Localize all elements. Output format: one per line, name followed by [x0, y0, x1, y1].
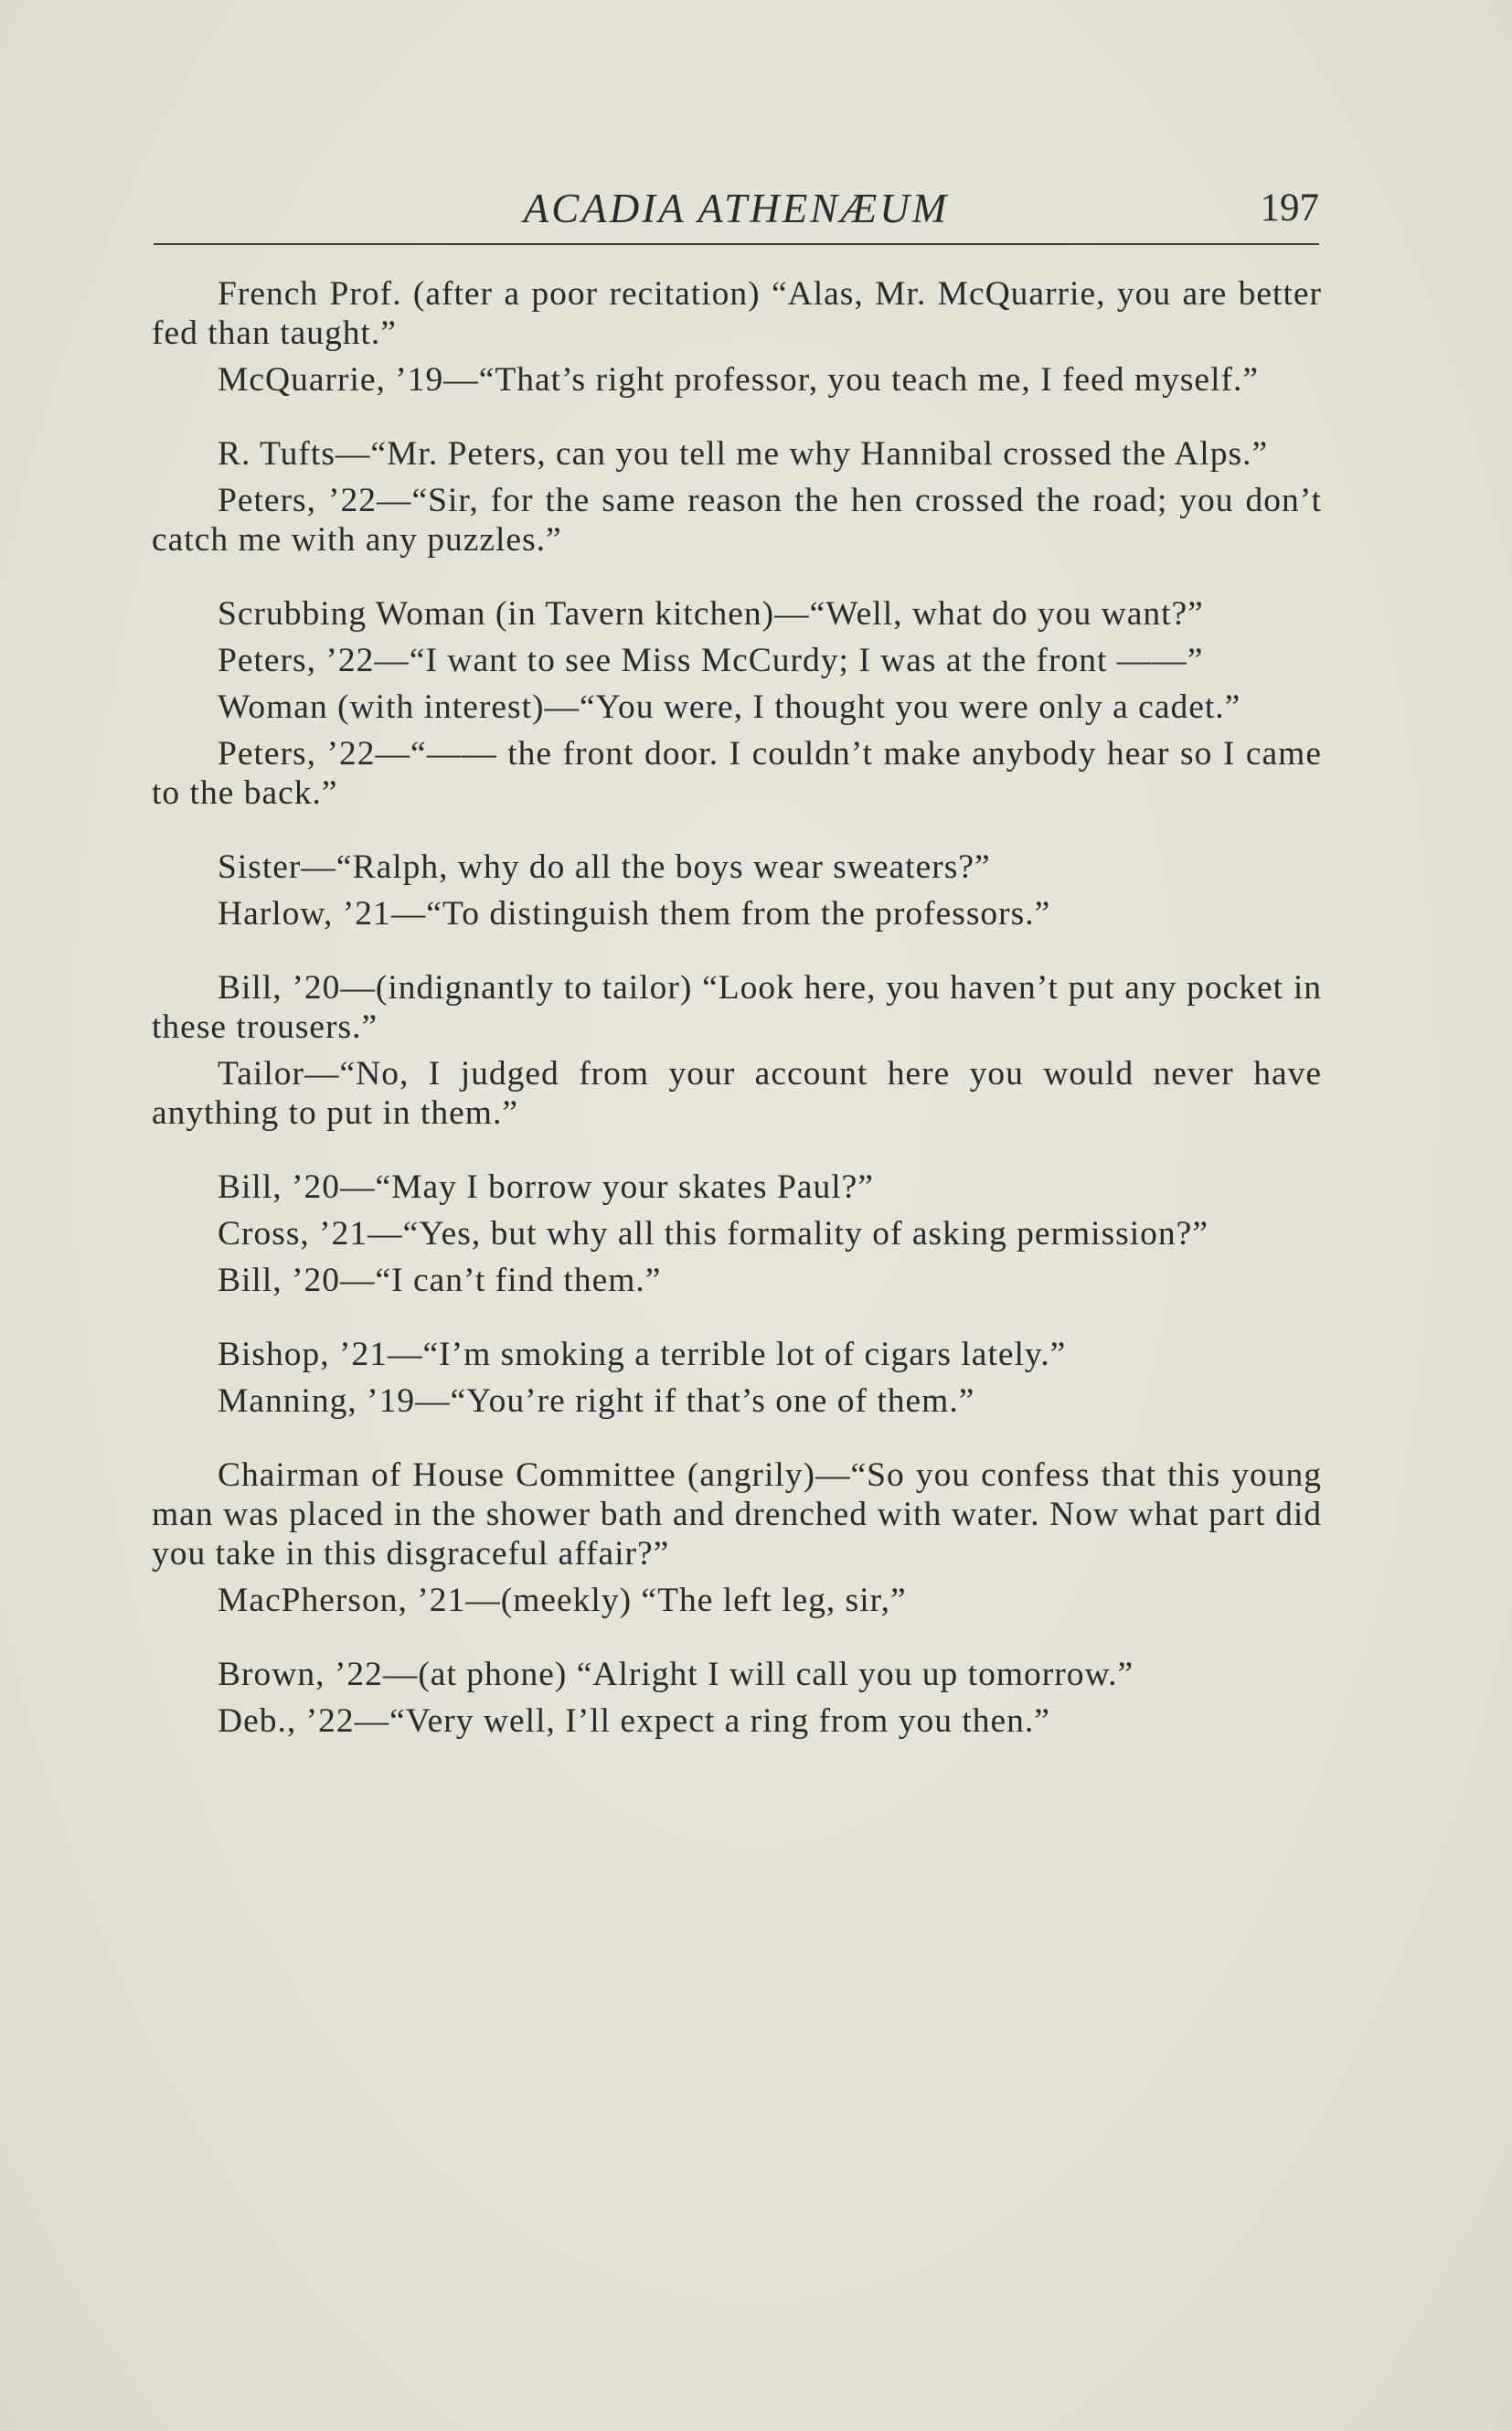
- joke-line: Peters, ’22—“—— the front door. I couldn’t make anybody hear so I came to the back.”: [152, 735, 1322, 812]
- joke-line: Woman (with interest)—“You were, I thought you were only a cadet.”: [218, 688, 1241, 726]
- joke-group: [152, 1168, 1322, 1300]
- joke-line: Harlow, ’21—“To distinguish them from the professors.”: [218, 895, 1051, 933]
- joke-group: [152, 968, 1322, 1133]
- journal-title: ACADIA ATHENÆUM: [523, 186, 950, 231]
- joke-line: McQuarrie, ’19—“That’s right professor, you teach me, I feed myself.”: [218, 361, 1259, 399]
- joke-line: Tailor—“No, I judged from your account here you would never have anything to put in them.”: [152, 1055, 1322, 1132]
- joke-line: Sister—“Ralph, why do all the boys wear sweaters?”: [218, 848, 991, 886]
- joke-line: Peters, ’22—“Sir, for the same reason the hen crossed the road; you don’t catch me with any puzzles.”: [152, 482, 1322, 559]
- joke-group: [152, 434, 1322, 560]
- joke-line: Chairman of House Committee (angrily)—“So you confess that this young man was placed in the shower bath and drenched with water. Now what part did you take in this disgraceful affair?”: [152, 1456, 1322, 1573]
- joke-group: [152, 274, 1322, 400]
- header-rule: [154, 243, 1319, 245]
- joke-group: [152, 848, 1322, 933]
- joke-line: Brown, ’22—(at phone) “Alright I will call you up tomorrow.”: [218, 1656, 1134, 1693]
- joke-line: Bill, ’20—(indignantly to tailor) “Look here, you haven’t put any pocket in these trousers.”: [152, 969, 1322, 1046]
- joke-group: [152, 1655, 1322, 1741]
- joke-line: R. Tufts—“Mr. Peters, can you tell me why Hannibal crossed the Alps.”: [218, 435, 1269, 473]
- running-header: [154, 179, 1319, 243]
- joke-line: Bill, ’20—“I can’t find them.”: [218, 1262, 662, 1299]
- joke-line: French Prof. (after a poor recitation) “Alas, Mr. McQuarrie, you are better fed than taught.”: [152, 275, 1322, 352]
- joke-line: MacPherson, ’21—(meekly) “The left leg, sir,”: [218, 1582, 907, 1619]
- page-body: [152, 274, 1322, 1775]
- joke-group: [152, 1455, 1322, 1620]
- joke-line: Cross, ’21—“Yes, but why all this formality of asking permission?”: [218, 1215, 1209, 1253]
- joke-group: [152, 594, 1322, 813]
- joke-group: [152, 1335, 1322, 1421]
- joke-line: Bill, ’20—“May I borrow your skates Paul?”: [218, 1168, 874, 1206]
- page-number: 197: [1260, 187, 1319, 229]
- joke-line: Scrubbing Woman (in Tavern kitchen)—“Well, what do you want?”: [218, 595, 1204, 633]
- joke-line: Manning, ’19—“You’re right if that’s one of them.”: [218, 1382, 975, 1420]
- joke-line: Peters, ’22—“I want to see Miss McCurdy; I was at the front ——”: [218, 642, 1204, 679]
- joke-line: Bishop, ’21—“I’m smoking a terrible lot of cigars lately.”: [218, 1336, 1067, 1373]
- joke-line: Deb., ’22—“Very well, I’ll expect a ring from you then.”: [218, 1702, 1050, 1740]
